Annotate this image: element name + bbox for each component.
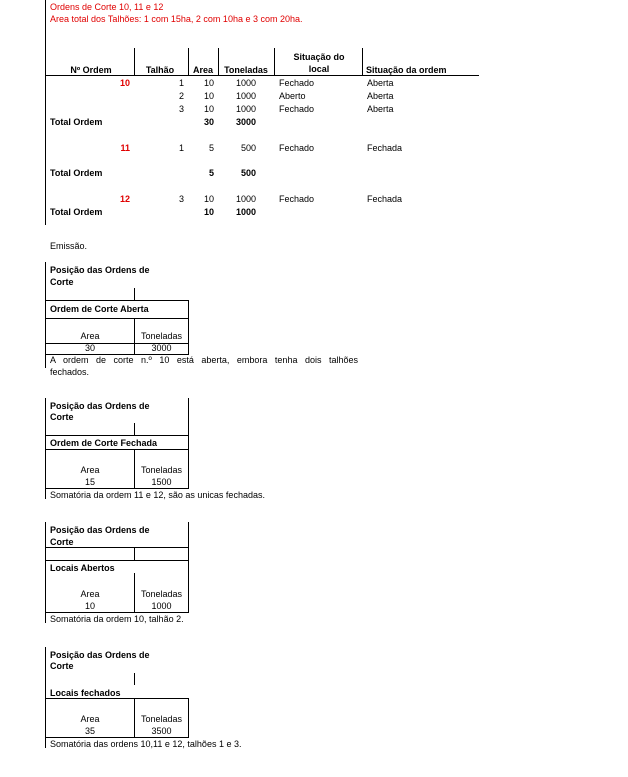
toneladas-header: Toneladas bbox=[140, 714, 183, 724]
col-header-talhao: Talhão bbox=[145, 65, 175, 75]
area-header: Area bbox=[80, 331, 100, 341]
toneladas-value: 1000 bbox=[151, 601, 172, 611]
row-ordem: 11 bbox=[120, 143, 130, 153]
area-value: 15 bbox=[84, 477, 95, 487]
total-toneladas: 500 bbox=[240, 168, 256, 178]
block-note: Somatória das ordens 10,11 e 12, talhões 1 e 3. bbox=[50, 739, 242, 749]
block-title: Corte bbox=[50, 277, 74, 287]
row-ordem: 10 bbox=[119, 78, 130, 88]
block-note: A ordem de corte n.º 10 está aberta, embora tenha dois talhões bbox=[50, 355, 358, 365]
total-ordem-label: Total Ordem bbox=[50, 207, 103, 217]
area-header: Area bbox=[80, 589, 100, 599]
row-toneladas: 500 bbox=[240, 143, 256, 153]
block-title: Posição das Ordens de bbox=[50, 525, 150, 535]
row-area: 10 bbox=[203, 91, 214, 101]
area-header: Area bbox=[80, 714, 100, 724]
col-header-area: Area bbox=[192, 65, 213, 75]
row-talhao: 1 bbox=[178, 143, 184, 153]
area-header: Area bbox=[80, 465, 100, 475]
block-subtitle: Locais Abertos bbox=[50, 563, 115, 573]
total-ordem-label: Total Ordem bbox=[50, 117, 103, 127]
row-toneladas: 1000 bbox=[235, 194, 256, 204]
total-area: 30 bbox=[203, 117, 214, 127]
row-talhao: 2 bbox=[178, 91, 184, 101]
block-subtitle: Ordem de Corte Fechada bbox=[50, 438, 158, 448]
block-note: Somatória da ordem 11 e 12, são as unicas fechadas. bbox=[50, 490, 265, 500]
col-header-situacao-ordem: Situação da ordem bbox=[366, 65, 447, 75]
row-talhao: 1 bbox=[178, 78, 184, 88]
row-situacao-local: Fechado bbox=[279, 78, 315, 88]
row-talhao: 3 bbox=[178, 104, 184, 114]
col-header-situacao-local-2: local bbox=[308, 64, 330, 74]
col-header-situacao-local-1: Situação do bbox=[293, 52, 345, 62]
toneladas-value: 1500 bbox=[151, 477, 172, 487]
row-talhao: 3 bbox=[178, 194, 184, 204]
toneladas-header: Toneladas bbox=[140, 331, 183, 341]
header-line-2: Area total dos Talhões: 1 com 15ha, 2 com 10ha e 3 com 20ha. bbox=[50, 14, 303, 24]
total-toneladas: 3000 bbox=[235, 117, 256, 127]
row-area: 10 bbox=[203, 194, 214, 204]
area-value: 30 bbox=[84, 343, 95, 353]
row-situacao-ordem: Aberta bbox=[367, 104, 394, 114]
row-situacao-ordem: Aberta bbox=[367, 78, 394, 88]
toneladas-value: 3000 bbox=[151, 343, 172, 353]
col-header-ordem: Nº Ordem bbox=[70, 65, 112, 75]
block-title: Corte bbox=[50, 537, 74, 547]
block-title: Posição das Ordens de bbox=[50, 401, 150, 411]
block-subtitle: Ordem de Corte Aberta bbox=[50, 304, 149, 314]
total-toneladas: 1000 bbox=[235, 207, 256, 217]
row-situacao-local: Fechado bbox=[279, 143, 315, 153]
block-subtitle: Locais fechados bbox=[50, 688, 121, 698]
toneladas-header: Toneladas bbox=[140, 589, 183, 599]
row-situacao-ordem: Fechada bbox=[367, 194, 403, 204]
emissao-label: Emissão. bbox=[50, 241, 88, 251]
row-situacao-local: Fechado bbox=[279, 104, 315, 114]
area-value: 10 bbox=[84, 601, 95, 611]
block-title: Posição das Ordens de bbox=[50, 265, 150, 275]
row-situacao-ordem: Fechada bbox=[367, 143, 403, 153]
row-situacao-local: Aberto bbox=[279, 91, 306, 101]
block-title: Corte bbox=[50, 661, 74, 671]
row-area: 10 bbox=[203, 78, 214, 88]
total-area: 5 bbox=[208, 168, 214, 178]
row-toneladas: 1000 bbox=[235, 91, 256, 101]
toneladas-value: 3500 bbox=[151, 726, 172, 736]
block-note: Somatória da ordem 10, talhão 2. bbox=[50, 614, 184, 624]
total-area: 10 bbox=[203, 207, 214, 217]
row-area: 5 bbox=[208, 143, 214, 153]
toneladas-header: Toneladas bbox=[140, 465, 183, 475]
block-note: fechados. bbox=[50, 367, 90, 377]
row-ordem: 12 bbox=[119, 194, 130, 204]
block-title: Corte bbox=[50, 412, 74, 422]
header-line-1: Ordens de Corte 10, 11 e 12 bbox=[50, 2, 164, 12]
col-header-toneladas: Toneladas bbox=[224, 65, 268, 75]
total-ordem-label: Total Ordem bbox=[50, 168, 103, 178]
block-title: Posição das Ordens de bbox=[50, 650, 150, 660]
row-toneladas: 1000 bbox=[235, 104, 256, 114]
row-area: 10 bbox=[203, 104, 214, 114]
row-situacao-local: Fechado bbox=[279, 194, 315, 204]
row-situacao-ordem: Aberta bbox=[367, 91, 394, 101]
row-toneladas: 1000 bbox=[235, 78, 256, 88]
area-value: 35 bbox=[84, 726, 95, 736]
